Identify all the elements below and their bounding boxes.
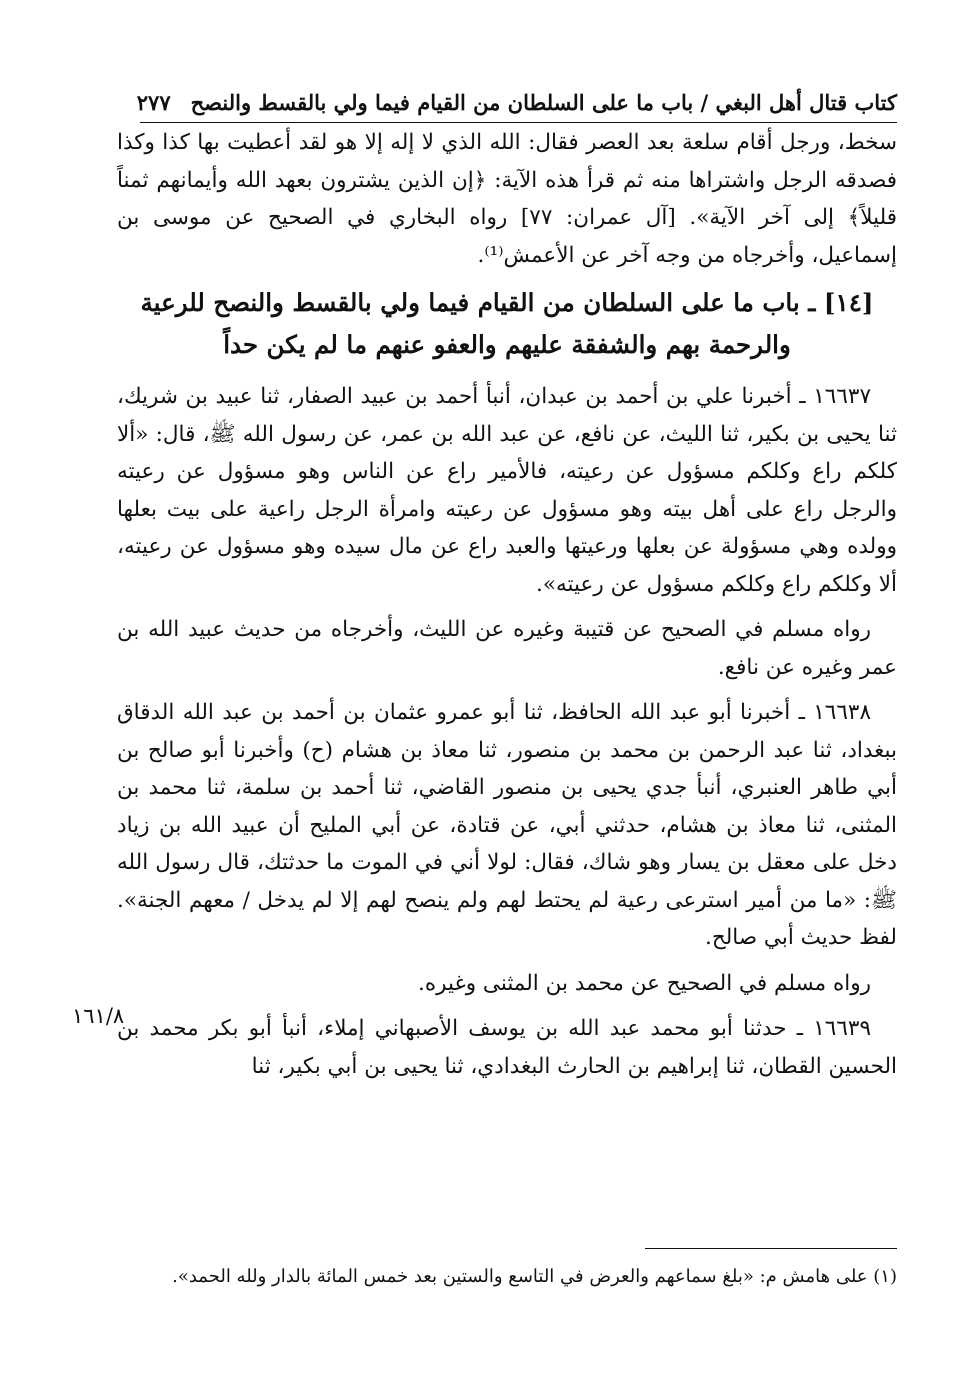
footnote: (١) على هامش م: «بلغ سماعهم والعرض في التاسع والستين بعد خمس المائة بالدار ولله الحمد».: [172, 1266, 897, 1287]
hadith-16638: ١٦٦٣٨ ـ أخبرنا أبو عبد الله الحافظ، ثنا أبو عمرو عثمان بن أحمد بن عبد الله الدقاق ببغداد، ثنا عبد الرحمن بن محمد بن منصور، ثنا معاذ بن هشام (ح) وأخبرنا أبو صالح بن أبي طاهر العنبري، أنبأ جدي يحيى بن منصور القاضي، ثنا أحمد بن سلمة، ثنا محمد بن المثنى، ثنا معاذ بن هشام، حدثني أبي، عن قتادة، عن أبي المليح أن عبيد الله بن زياد دخل على معقل بن يسار وهو شاك، فقال: لولا أني في الموت ما حدثتك، قال رسول الله ﷺ: «ما من أمير استرعى رعية لم يحتط لهم ولم ينصح لهم إلا لم يدخل / معهم الجنة». لفظ حديث أبي صالح.: [117, 700, 897, 950]
hadith-16638-note: رواه مسلم في الصحيح عن محمد بن المثنى وغيره.: [418, 970, 871, 996]
running-header: [136, 82, 897, 123]
hadith-16639: ١٦٦٣٩ ـ حدثنا أبو محمد عبد الله بن يوسف الأصبهاني إملاء، أنبأ أبو بكر محمد بن الحسين القطان، ثنا إبراهيم بن الحارث البغدادي، ثنا يحيى بن أبي بكير، ثنا: [117, 1016, 897, 1079]
paragraph-continuation: سخط، ورجل أقام سلعة بعد العصر فقال: الله الذي لا إله إلا هو لقد أعطيت بها كذا وكذا فصدقه الرجل واشتراها منه ثم قرأ هذه الآية: ﴿إن الذين يشترون بعهد الله وأيمانهم ثمناً قليلاً﴾ إلى آخر الآية». [آل عمران: ٧٧] رواه البخاري في الصحيح عن موسى بن إسماعيل، وأخرجاه من وجه آخر عن الأعمش⁽¹⁾.: [117, 130, 897, 268]
page-number: ٢٧٧: [136, 89, 171, 115]
footnote-separator: [645, 1248, 897, 1249]
chapter-heading: [117, 282, 897, 366]
margin-page-reference: ١٦١/٨: [72, 1004, 125, 1028]
hadith-16637-note: رواه مسلم في الصحيح عن قتيبة وغيره عن الليث، وأخرجاه من حديث عبيد الله بن عمر وغيره عن نافع.: [117, 617, 897, 680]
main-text: [117, 124, 897, 1093]
hadith-16637: ١٦٦٣٧ ـ أخبرنا علي بن أحمد بن عبدان، أنبأ أحمد بن عبيد الصفار، ثنا عبيد بن شريك، ثنا يحيى بن بكير، ثنا الليث، عن نافع، عن عبد الله بن عمر، عن رسول الله ﷺ، قال: «ألا كلكم راع وكلكم مسؤول عن رعيته، فالأمير راع عن الناس وهو مسؤول عن رعيته والرجل راع على أهل بيته وهو مسؤول عن رعيته وامرأة الرجل راعية على بيت بعلها وولده وهي مسؤولة عن بعلها ورعيتها والعبد راع عن مال سيده وهو مسؤول عن رعيته، ألا وكلكم راع وكلكم مسؤول عن رعيته».: [117, 384, 897, 597]
chapter-heading-line-1: [١٤] ـ باب ما على السلطان من القيام فيما ولي بالقسط والنصح للرعية: [140, 288, 874, 317]
header-title: كتاب قتال أهل البغي / باب ما على السلطان من القيام فيما ولي بالقسط والنصح: [190, 89, 897, 115]
chapter-heading-line-2: والرحمة بهم والشفقة عليهم والعفو عنهم ما لم يكن حداً: [223, 330, 791, 359]
